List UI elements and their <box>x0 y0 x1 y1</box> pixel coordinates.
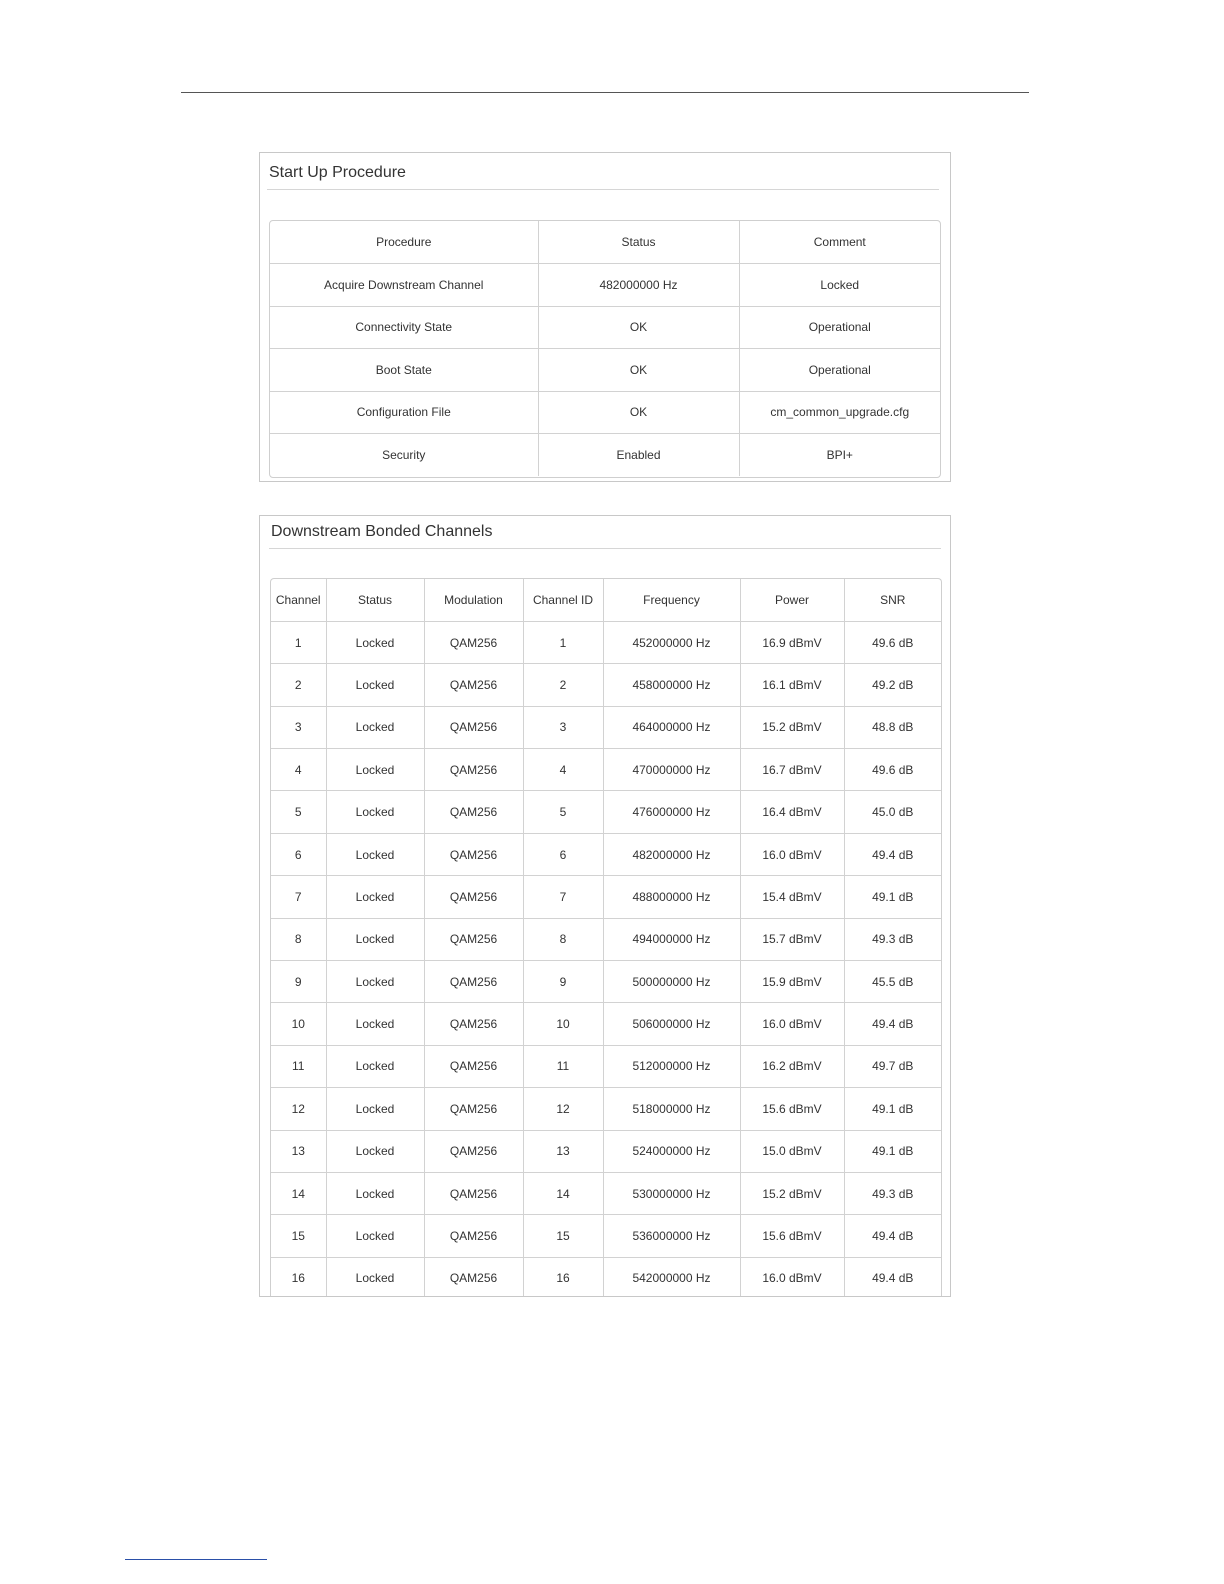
table-cell: 9 <box>271 961 326 1003</box>
table-cell: 15 <box>271 1215 326 1257</box>
table-cell: 16.0 dBmV <box>740 1003 844 1045</box>
table-row <box>271 1257 941 1297</box>
table-cell: 12 <box>271 1088 326 1130</box>
table-cell: QAM256 <box>424 1172 523 1214</box>
column-header: SNR <box>844 579 941 621</box>
table-cell: 16.2 dBmV <box>740 1045 844 1087</box>
table-cell: 15.9 dBmV <box>740 961 844 1003</box>
table-cell: 48.8 dB <box>844 706 941 748</box>
table-cell: 15.7 dBmV <box>740 918 844 960</box>
table-cell: 482000000 Hz <box>538 264 739 307</box>
startup-title-divider <box>267 189 939 190</box>
table-cell: 488000000 Hz <box>603 876 740 918</box>
table-cell: OK <box>538 391 739 434</box>
table-cell: 49.3 dB <box>844 1172 941 1214</box>
column-header: Channel <box>271 579 326 621</box>
table-cell: Locked <box>326 918 424 960</box>
column-header: Comment <box>739 221 940 264</box>
table-cell: 2 <box>523 664 603 706</box>
table-cell: 8 <box>271 918 326 960</box>
table-cell: 45.5 dB <box>844 961 941 1003</box>
table-cell: 15 <box>523 1215 603 1257</box>
table-cell: Locked <box>326 1172 424 1214</box>
startup-procedure-table-wrapper <box>269 220 941 478</box>
startup-procedure-title: Start Up Procedure <box>269 164 406 181</box>
table-cell: Locked <box>326 664 424 706</box>
table-row <box>271 1130 941 1172</box>
table-cell: 15.6 dBmV <box>740 1088 844 1130</box>
table-cell: 458000000 Hz <box>603 664 740 706</box>
table-cell: 49.4 dB <box>844 1003 941 1045</box>
table-cell: Locked <box>326 961 424 1003</box>
table-cell: 494000000 Hz <box>603 918 740 960</box>
table-cell: 482000000 Hz <box>603 833 740 875</box>
table-cell: 14 <box>523 1172 603 1214</box>
table-cell: 16.9 dBmV <box>740 621 844 663</box>
table-cell: 49.4 dB <box>844 833 941 875</box>
table-cell: 13 <box>523 1130 603 1172</box>
column-header: Frequency <box>603 579 740 621</box>
table-cell: QAM256 <box>424 664 523 706</box>
table-cell: 16 <box>271 1257 326 1297</box>
table-cell: OK <box>538 349 739 392</box>
table-cell: 11 <box>271 1045 326 1087</box>
table-row <box>270 391 940 434</box>
table-cell: QAM256 <box>424 833 523 875</box>
table-cell: QAM256 <box>424 621 523 663</box>
table-row <box>270 306 940 349</box>
table-row <box>271 1215 941 1257</box>
table-cell: 10 <box>271 1003 326 1045</box>
table-cell: 49.1 dB <box>844 1130 941 1172</box>
table-row <box>271 749 941 791</box>
table-cell: 49.1 dB <box>844 1088 941 1130</box>
table-cell: 49.6 dB <box>844 749 941 791</box>
column-header: Channel ID <box>523 579 603 621</box>
table-cell: 452000000 Hz <box>603 621 740 663</box>
table-cell: 15.2 dBmV <box>740 706 844 748</box>
startup-procedure-table <box>270 221 940 476</box>
table-cell: 7 <box>271 876 326 918</box>
table-cell: 49.4 dB <box>844 1257 941 1297</box>
table-cell: 15.6 dBmV <box>740 1215 844 1257</box>
table-cell: 12 <box>523 1088 603 1130</box>
table-cell: Locked <box>326 621 424 663</box>
table-cell: 4 <box>523 749 603 791</box>
table-cell: cm_common_upgrade.cfg <box>739 391 940 434</box>
downstream-title-divider <box>269 548 941 549</box>
column-header: Status <box>538 221 739 264</box>
table-cell: 49.2 dB <box>844 664 941 706</box>
table-cell: 500000000 Hz <box>603 961 740 1003</box>
table-cell: Locked <box>326 1045 424 1087</box>
table-cell: 4 <box>271 749 326 791</box>
table-cell: 49.7 dB <box>844 1045 941 1087</box>
column-header: Modulation <box>424 579 523 621</box>
table-cell: Locked <box>326 749 424 791</box>
downstream-bonded-channels-panel <box>259 515 951 1297</box>
table-cell: Enabled <box>538 434 739 477</box>
table-cell: 45.0 dB <box>844 791 941 833</box>
table-cell: Locked <box>326 1088 424 1130</box>
table-cell: 16.0 dBmV <box>740 833 844 875</box>
table-cell: 6 <box>271 833 326 875</box>
table-cell: 49.6 dB <box>844 621 941 663</box>
table-cell: 9 <box>523 961 603 1003</box>
table-cell: Locked <box>326 1003 424 1045</box>
table-cell: Locked <box>326 706 424 748</box>
table-cell: QAM256 <box>424 791 523 833</box>
table-cell: QAM256 <box>424 1130 523 1172</box>
column-header: Status <box>326 579 424 621</box>
table-cell: 14 <box>271 1172 326 1214</box>
table-cell: BPI+ <box>826 448 853 462</box>
table-cell: 11 <box>523 1045 603 1087</box>
table-cell: 530000000 Hz <box>603 1172 740 1214</box>
table-row <box>270 434 940 477</box>
table-row <box>271 918 941 960</box>
table-cell: Connectivity State <box>270 306 538 349</box>
table-cell: Acquire Downstream Channel <box>270 264 538 307</box>
downstream-table-wrapper <box>270 578 942 1297</box>
table-cell: Locked <box>326 833 424 875</box>
table-cell: Boot State <box>270 349 538 392</box>
table-cell: 16.4 dBmV <box>740 791 844 833</box>
table-cell: 13 <box>271 1130 326 1172</box>
table-cell: QAM256 <box>424 1257 523 1297</box>
table-cell: 15.4 dBmV <box>740 876 844 918</box>
table-row <box>271 833 941 875</box>
table-cell: 16 <box>523 1257 603 1297</box>
table-cell: 464000000 Hz <box>603 706 740 748</box>
table-cell: OK <box>538 306 739 349</box>
table-cell: 8 <box>523 918 603 960</box>
table-cell: 536000000 Hz <box>603 1215 740 1257</box>
page-header-rule <box>181 92 1029 93</box>
table-cell: 1 <box>523 621 603 663</box>
table-cell: 49.4 dB <box>844 1215 941 1257</box>
table-cell: 470000000 Hz <box>603 749 740 791</box>
column-header: Power <box>740 579 844 621</box>
table-header-row <box>270 221 940 264</box>
table-cell: Locked <box>326 1215 424 1257</box>
downstream-bonded-channels-title: Downstream Bonded Channels <box>271 523 493 540</box>
table-row <box>270 349 940 392</box>
table-cell: Locked <box>326 1130 424 1172</box>
table-row <box>271 791 941 833</box>
table-cell: 3 <box>523 706 603 748</box>
table-cell: 5 <box>271 791 326 833</box>
table-cell: QAM256 <box>424 706 523 748</box>
table-cell: Configuration File <box>270 391 538 434</box>
table-cell: 15.2 dBmV <box>740 1172 844 1214</box>
table-cell: QAM256 <box>424 749 523 791</box>
table-cell: 512000000 Hz <box>603 1045 740 1087</box>
table-row <box>271 961 941 1003</box>
table-cell: 518000000 Hz <box>603 1088 740 1130</box>
table-cell: 5 <box>523 791 603 833</box>
table-cell: Operational <box>739 306 940 349</box>
startup-procedure-panel <box>259 152 951 482</box>
table-cell: 49.1 dB <box>844 876 941 918</box>
table-cell: 15.0 dBmV <box>740 1130 844 1172</box>
table-row <box>271 1088 941 1130</box>
table-cell: 49.3 dB <box>844 918 941 960</box>
downstream-bonded-channels-table <box>271 579 941 1297</box>
table-cell: 10 <box>523 1003 603 1045</box>
table-cell: 16.0 dBmV <box>740 1257 844 1297</box>
table-header-row <box>271 579 941 621</box>
table-cell: 7 <box>523 876 603 918</box>
table-cell: 476000000 Hz <box>603 791 740 833</box>
table-row <box>271 1045 941 1087</box>
table-cell: QAM256 <box>424 961 523 1003</box>
table-cell: 524000000 Hz <box>603 1130 740 1172</box>
table-cell: QAM256 <box>424 1003 523 1045</box>
table-cell: QAM256 <box>424 1088 523 1130</box>
table-row <box>271 621 941 663</box>
column-header: Procedure <box>270 221 538 264</box>
table-cell: Locked <box>739 264 940 307</box>
footnote-rule <box>125 1559 267 1560</box>
table-cell: 3 <box>271 706 326 748</box>
table-cell: QAM256 <box>424 876 523 918</box>
table-row <box>271 664 941 706</box>
table-cell: 1 <box>271 621 326 663</box>
table-cell: QAM256 <box>424 918 523 960</box>
table-cell: 6 <box>523 833 603 875</box>
table-cell: QAM256 <box>424 1045 523 1087</box>
table-cell: 506000000 Hz <box>603 1003 740 1045</box>
table-cell: Locked <box>326 876 424 918</box>
table-cell: 542000000 Hz <box>603 1257 740 1297</box>
table-cell: 16.1 dBmV <box>740 664 844 706</box>
table-cell: Security <box>270 434 538 477</box>
table-cell: 16.7 dBmV <box>740 749 844 791</box>
table-cell: Locked <box>326 1257 424 1297</box>
table-cell: 2 <box>271 664 326 706</box>
table-row <box>271 1003 941 1045</box>
table-row <box>271 876 941 918</box>
table-row <box>271 1172 941 1214</box>
table-cell: Operational <box>739 349 940 392</box>
table-row <box>270 264 940 307</box>
table-cell: QAM256 <box>424 1215 523 1257</box>
table-row <box>271 706 941 748</box>
table-cell: Locked <box>326 791 424 833</box>
